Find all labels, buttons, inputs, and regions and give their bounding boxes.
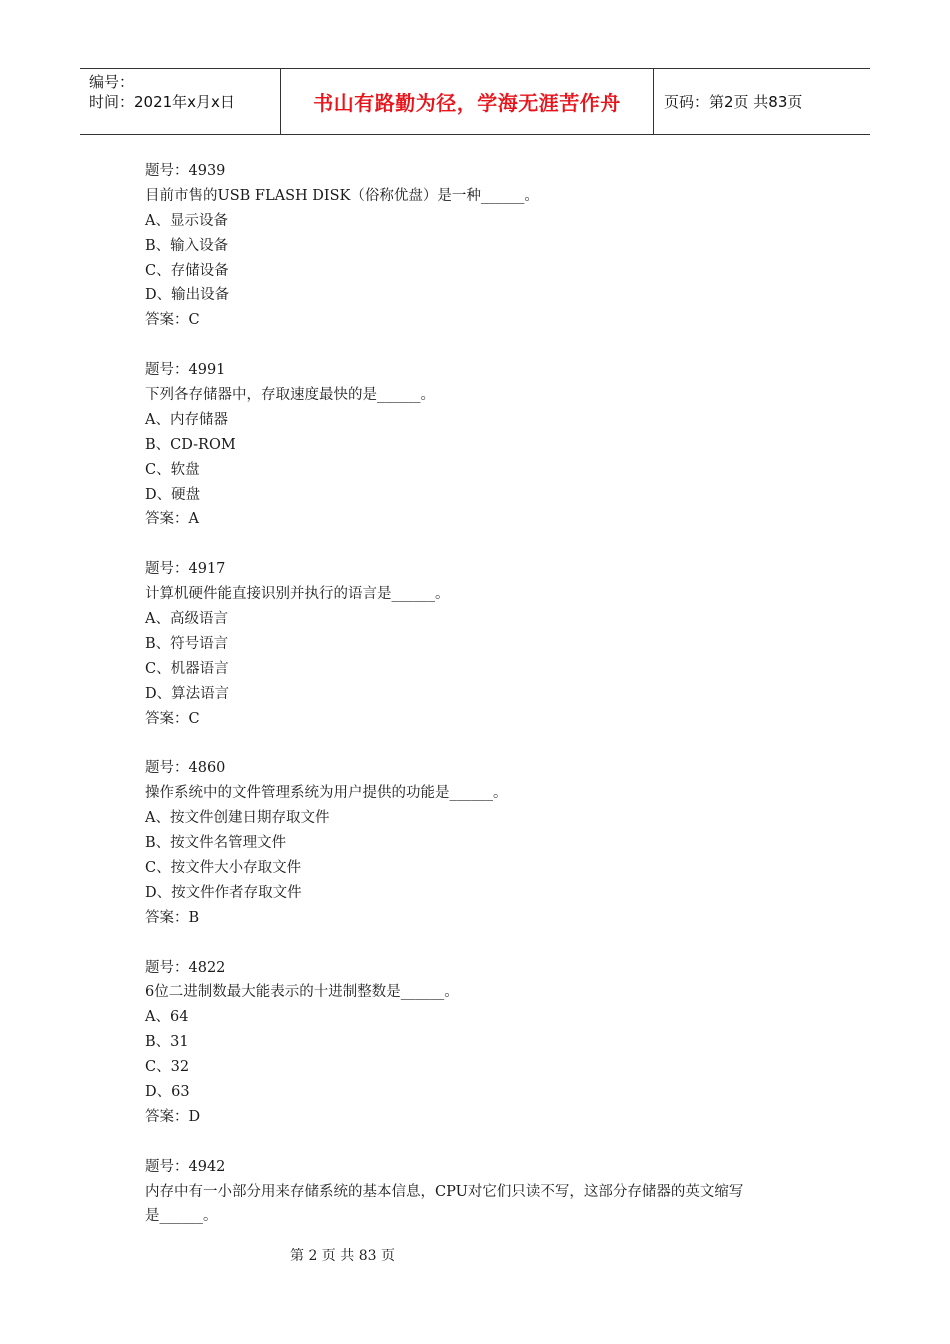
option-a: A、按文件创建日期存取文件 [145,810,330,827]
option-b: B、输入设备 [145,237,229,254]
question-item [145,358,825,532]
question-id: 题号：4939 [145,163,226,179]
question-text: 内存中有一小部分用来存储系统的基本信息，CPU对它们只读不写，这部分存储器的英文缩写 [145,1183,744,1200]
option-a: A、内存储器 [145,411,228,428]
question-list [145,159,825,1254]
question-text: 6位二进制数最大能表示的十进制整数是______。 [145,984,459,1001]
question-text: 计算机硬件能直接识别并执行的语言是______。 [145,586,450,603]
question-answer: 答案：A [145,511,199,528]
option-d: D、按文件作者存取文件 [145,884,302,901]
option-a: A、64 [145,1009,189,1026]
page-footer: 第 2 页 共 83 页 [290,1248,395,1264]
question-answer: 答案：C [145,312,200,329]
question-text: 操作系统中的文件管理系统为用户提供的功能是______。 [145,785,508,802]
question-item [145,159,825,333]
option-c: C、存储设备 [145,262,229,279]
question-item [145,756,825,930]
option-b: B、31 [145,1034,189,1051]
question-id: 题号：4917 [145,561,226,578]
question-id: 题号：4991 [145,362,226,379]
option-a: A、高级语言 [145,611,228,628]
question-text-continued: 是______。 [145,1208,218,1225]
option-a: A、显示设备 [145,212,228,229]
question-id: 题号：4822 [145,959,226,976]
question-item [145,1155,825,1230]
question-answer: 答案：C [145,710,200,727]
question-id: 题号：4942 [145,1158,226,1175]
number-label: 编号： [89,73,135,91]
option-c: C、按文件大小存取文件 [145,859,302,876]
header-meta [80,69,281,134]
option-d: D、输出设备 [145,287,230,304]
option-b: B、CD-ROM [145,436,236,453]
option-c: C、软盘 [145,461,200,478]
header-page-info: 页码：第2页 共83页 [664,93,803,111]
option-c: C、机器语言 [145,660,229,677]
question-answer: 答案：D [145,1108,201,1125]
option-b: B、按文件名管理文件 [145,835,287,852]
question-item [145,956,825,1130]
option-c: C、32 [145,1059,190,1076]
time-label: 时间：2021年x月x日 [89,93,235,111]
question-text: 目前市售的USB FLASH DISK（俗称优盘）是一种______。 [145,187,539,204]
question-text: 下列各存储器中，存取速度最快的是______。 [145,387,435,404]
question-answer: 答案：B [145,909,200,926]
question-id: 题号：4860 [145,760,226,777]
option-d: D、算法语言 [145,685,230,702]
option-d: D、硬盘 [145,486,201,503]
option-d: D、63 [145,1083,190,1100]
question-item [145,557,825,731]
option-b: B、符号语言 [145,635,229,652]
header-motto: 书山有路勤为径，学海无涯苦作舟 [281,69,654,134]
page-header [80,68,870,135]
